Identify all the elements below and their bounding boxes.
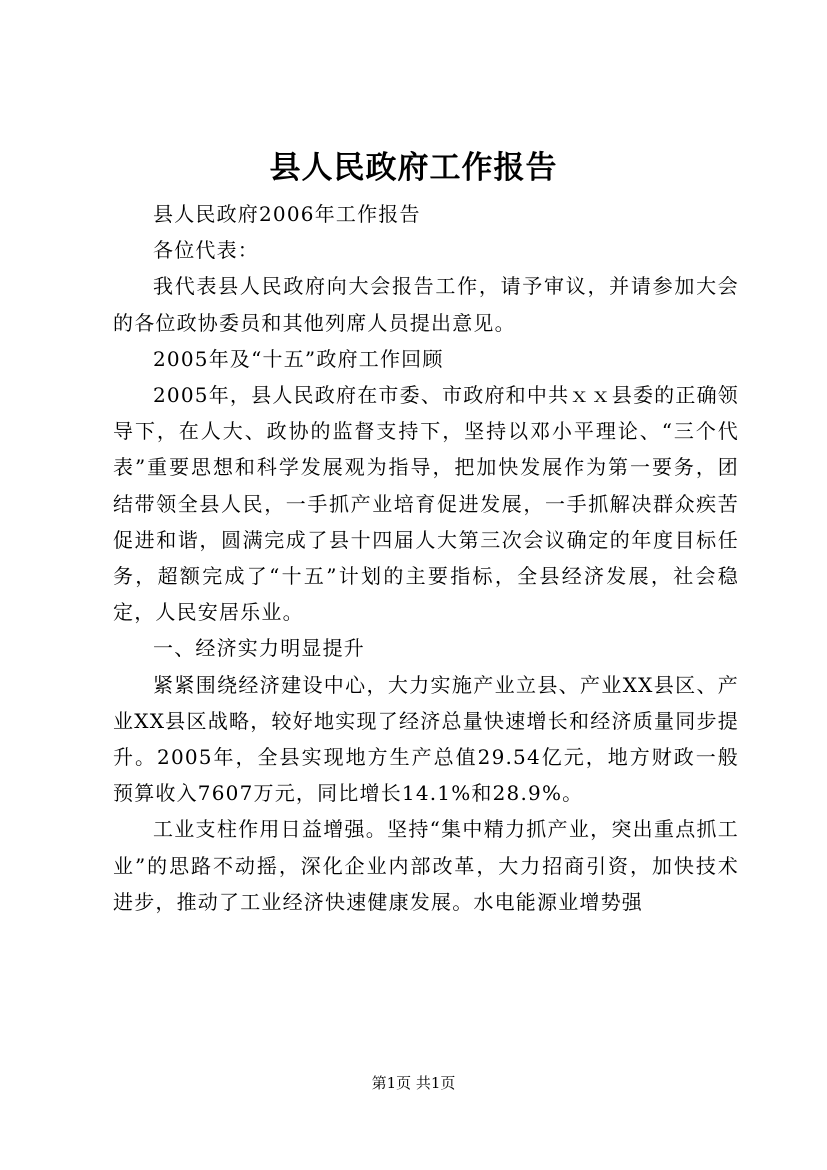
paragraph-industry: 工业支柱作用日益增强。坚持“集中精力抓产业，突出重点抓工业”的思路不动摇，深化企业内部改革，大力招商引资，加快技术进步，推动了工业经济快速健康发展。水电能源业增势强 [113, 817, 739, 914]
paragraph-economy: 紧紧围绕经济建设中心，大力实施产业立县、产业XX县区、产业XX县区战略，较好地实现了经济总量快速增长和经济质量同步提升。2005年，全县实现地方生产总值29.54亿元，地方财政一般预算收入7607万元，同比增长14.1%和28.9%。 [113, 672, 739, 806]
paragraph-salutation: 各位代表： [153, 238, 259, 263]
section-heading-review: 2005年及“十五”政府工作回顾 [153, 346, 444, 371]
section-heading-economy: 一、经济实力明显提升 [153, 636, 365, 661]
page-footer: 第1页 共1页 [371, 1074, 456, 1092]
document-title: 县人民政府工作报告 [269, 150, 558, 186]
paragraph-subtitle: 县人民政府2006年工作报告 [153, 202, 421, 226]
paragraph-intro: 我代表县人民政府向大会报告工作，请予审议，并请参加大会的各位政协委员和其他列席人员提出意见。 [113, 274, 739, 335]
paragraph-review: 2005年，县人民政府在市委、市政府和中共ｘｘ县委的正确领导下，在人大、政协的监督支持下，坚持以邓小平理论、“三个代表”重要思想和科学发展观为指导，把加快发展作为第一要务，团结带领全县人民，一手抓产业培育促进发展，一手抓解决群众疾苦促进和谐，圆满完成了县十四届人大第三次会议确定的年度目标任务，超额完成了“十五”计划的主要指标，全县经济发展，社会稳定，人民安居乐业。 [113, 383, 739, 625]
document-body [113, 196, 739, 920]
